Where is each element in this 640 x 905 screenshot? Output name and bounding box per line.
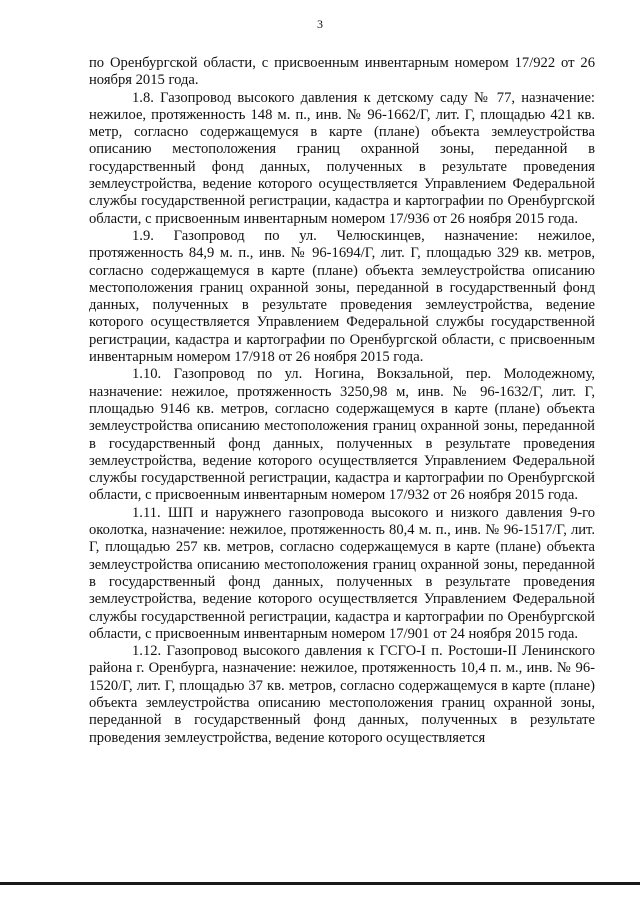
- paragraph-item-1-10: 1.10. Газопровод по ул. Ногина, Вокзальной, пер. Молодежному, назначение: нежилое, протяженность 3250,98 м, инв. № 96-1632/Г, лит. Г, площадью 9146 кв. метров, согласно содержащемуся в карте (плане) объекта землеустройства описанию местоположения границ охранной зоны, переданной в государственный фонд данных, полученных в результате проведения землеустройства, ведение которого осуществляется Управлением Федеральной службы государственной регистрации, кадастра и картографии по Оренбургской области, с присвоенным инвентарным номером 17/932 от 26 ноября 2015 года.: [89, 366, 595, 504]
- document-body: [89, 55, 595, 747]
- paragraph-continuation: по Оренбургской области, с присвоенным инвентарным номером 17/922 от 26 ноября 2015 года.: [89, 55, 595, 89]
- scan-bottom-border: [0, 882, 640, 885]
- paragraph-item-1-9: 1.9. Газопровод по ул. Челюскинцев, назначение: нежилое, протяженность 84,9 м. п., инв. № 96-1694/Г, лит. Г, площадью 329 кв. метров, согласно содержащемуся в карте (плане) объекта землеустройства описанию местоположения границ охранной зоны, переданной в государственный фонд данных, полученных в результате проведения землеустройства, ведение которого осуществляется Управлением Федеральной службы государственной регистрации, кадастра и картографии по Оренбургской области, с присвоенным инвентарным номером 17/918 от 26 ноября 2015 года.: [89, 227, 595, 366]
- paragraph-item-1-11: 1.11. ШП и наружнего газопровода высокого и низкого давления 9-го околотка, назначение: нежилое, протяженность 80,4 м. п., инв. № 96-1517/Г, лит. Г, площадью 257 кв. метров, согласно содержащемуся в карте (плане) объекта землеустройства описанию местоположения границ охранной зоны, переданной в государственный фонд данных, полученных в результате проведения землеустройства, ведение которого осуществляется Управлением Федеральной службы государственной регистрации, кадастра и картографии по Оренбургской области, с присвоенным инвентарным номером 17/901 от 24 ноября 2015 года.: [89, 504, 595, 642]
- page-number: 3: [317, 17, 323, 31]
- paragraph-item-1-8: 1.8. Газопровод высокого давления к детскому саду № 77, назначение: нежилое, протяженность 148 м. п., инв. № 96-1662/Г, лит. Г, площадью 421 кв. метр, согласно содержащемуся в карте (плане) объекта землеустройства описанию местоположения границ охранной зоны, переданной в государственный фонд данных, полученных в результате проведения землеустройства, ведение которого осуществляется Управлением Федеральной службы государственной регистрации, кадастра и картографии по Оренбургской области, с присвоенным инвентарным номером 17/936 от 26 ноября 2015 года.: [89, 89, 595, 227]
- paragraph-item-1-12: 1.12. Газопровод высокого давления к ГСГО-I п. Ростоши-II Ленинского района г. Оренбурга, назначение: нежилое, протяженность 10,4 п. м., инв. № 96-1520/Г, лит. Г, площадью 37 кв. метров, согласно содержащемуся в карте (плане) объекта землеустройства описанию местоположения границ охранной зоны, переданной в государственный фонд данных, полученных в результате проведения землеустройства, ведение которого осуществляется: [89, 643, 595, 746]
